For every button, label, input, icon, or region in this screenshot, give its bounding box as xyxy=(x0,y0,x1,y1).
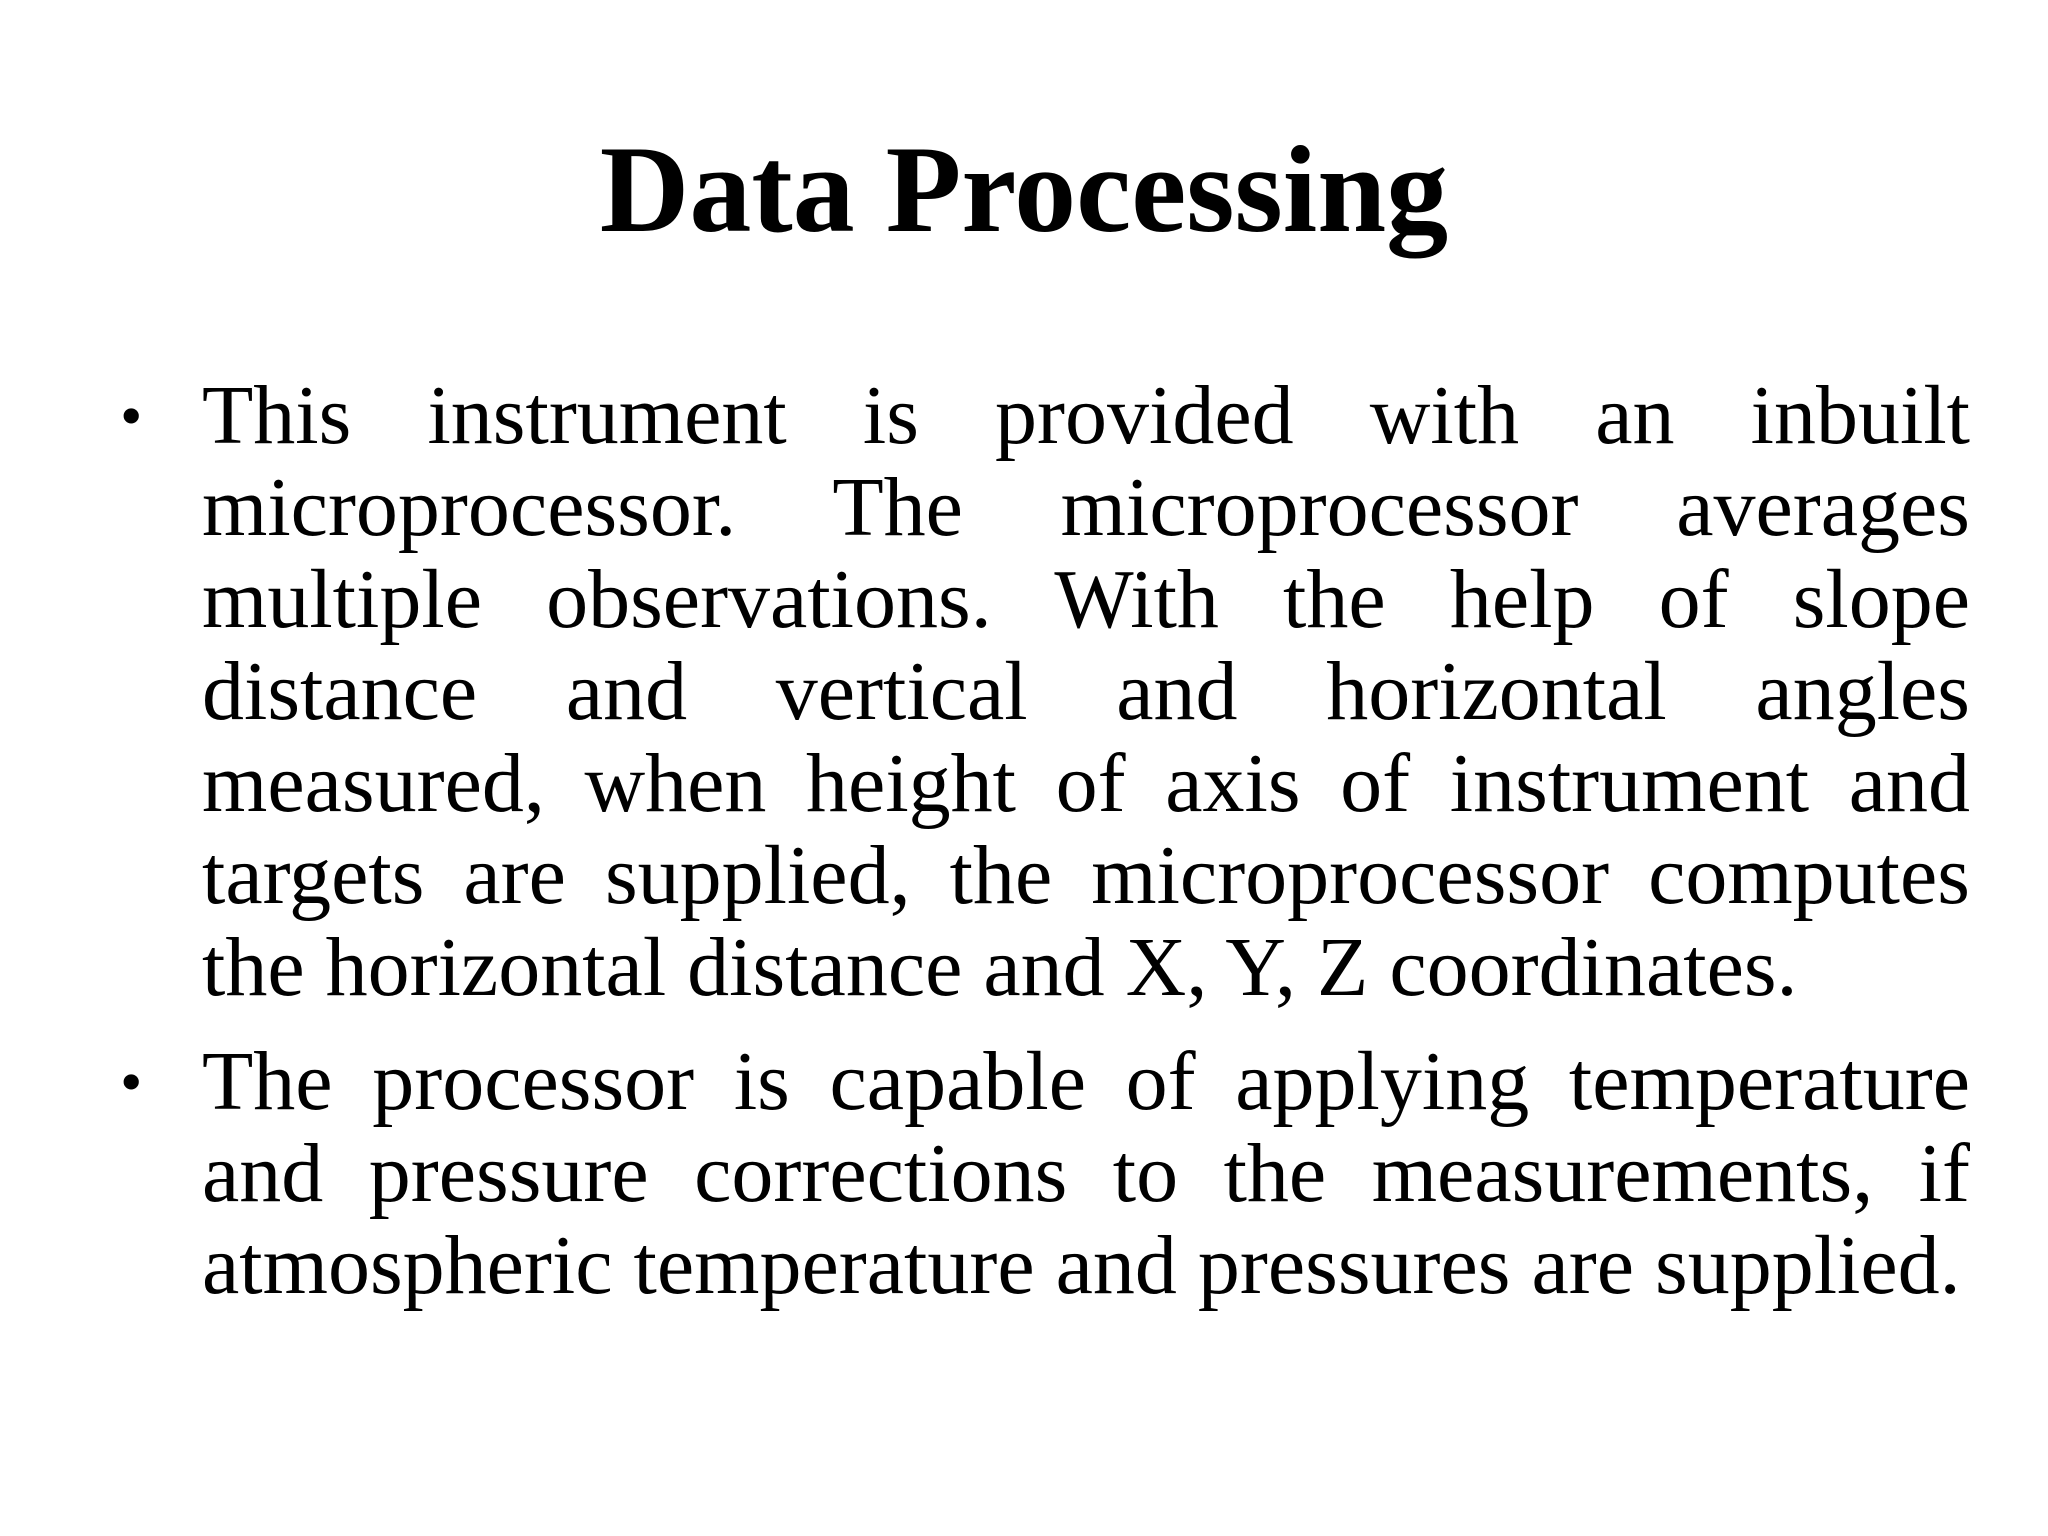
bullet-item-2 xyxy=(120,1036,1970,1312)
bullet-text: The processor is capable of applying temperature and pressure corrections to the measurements, if atmospheric temperature and pressures are supplied. xyxy=(202,1035,1970,1312)
bullet-icon: • xyxy=(120,1046,143,1117)
bullet-text: This instrument is provided with an inbuilt microprocessor. The microprocessor averages multiple observations. With the help of slope distance and vertical and horizontal angles measured, when height of axis of instrument and targets are supplied, the microprocessor computes the horizontal distance and X, Y, Z coordinates. xyxy=(202,369,1970,1014)
slide-title: Data Processing xyxy=(599,121,1449,258)
bullet-icon: • xyxy=(120,380,143,451)
bullet-list xyxy=(120,370,1970,1334)
bullet-item-1 xyxy=(120,370,1970,1014)
